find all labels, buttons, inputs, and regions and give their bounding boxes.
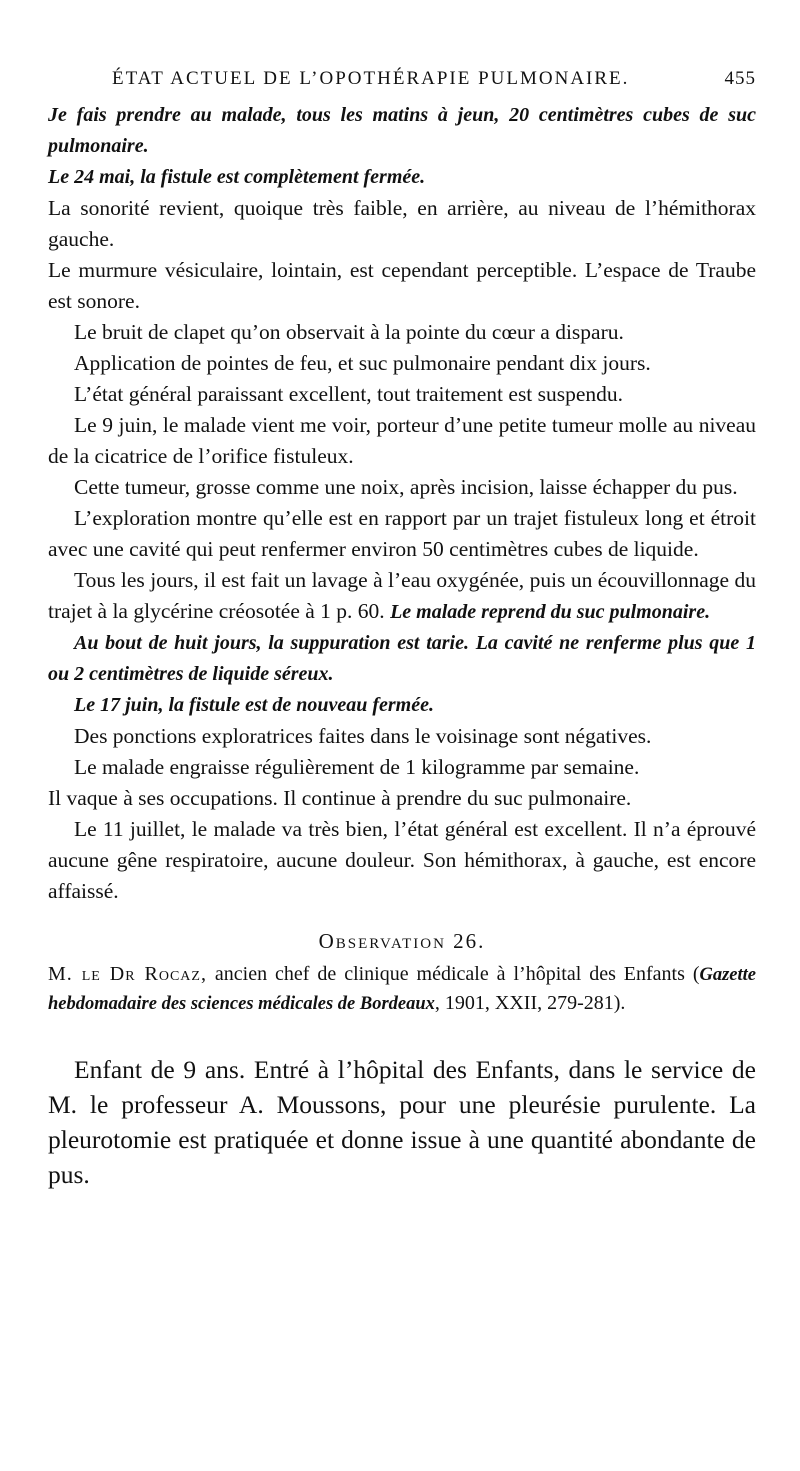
reference-author: M. le Dr Rocaz, [48,963,207,985]
body-text [48,100,756,907]
paragraph: Au bout de huit jours, la suppuration est tarie. La cavité ne renferme plus que 1 ou 2 centimètres de liquide séreux. [48,632,756,685]
case-paragraph: Enfant de 9 ans. Entré à l’hôpital des Enfants, dans le service de M. le professeur A. Moussons, pour une pleurésie purulente. La pleurotomie est pratiquée et donne issue à une quantité abondante de pus. [48,1055,756,1189]
paragraph: Il vaque à ses occupations. Il continue à prendre du suc pulmonaire. [48,786,632,810]
paragraph: Le murmure vésiculaire, lointain, est cependant perceptible. L’espace de Traube est sonore. [48,258,756,313]
paragraph [48,565,756,628]
paragraph: Le 17 juin, la fistule est de nouveau fermée. [74,694,434,716]
running-title: ÉTAT ACTUEL DE L’OPOTHÉRAPIE PULMONAIRE. [112,68,630,89]
paragraph: Le bruit de clapet qu’on observait à la pointe du cœur a disparu. [74,320,624,344]
observation-reference [48,960,756,1018]
paragraph: Le 24 mai, la fistule est complètement fermée. [48,166,426,188]
paragraph: Le malade engraisse régulièrement de 1 kilogramme par semaine. [74,755,640,779]
paragraph: Application de pointes de feu, et suc pulmonaire pendant dix jours. [74,351,651,375]
reference-journal: Gazette hebdomadaire des sciences médicales de Bordeaux [48,965,757,1014]
page-number: 455 [724,68,756,89]
paragraph: Le 9 juin, le malade vient me voir, porteur d’une petite tumeur molle au niveau de la cicatrice de l’orifice fistuleux. [48,413,756,468]
case-text [48,1052,756,1192]
reference-tail: , 1901, XXII, 279-281). [434,992,626,1014]
paragraph: L’exploration montre qu’elle est en rapport par un trajet fistuleux long et étroit avec une cavité qui peut renfermer environ 50 centimètres cubes de liquide. [48,506,756,561]
book-page [48,68,756,1192]
observation-heading: Observation 26. [318,929,486,953]
paragraph-text: Tous les jours, il est fait un lavage à l’eau oxygénée, puis un écouvillonnage du trajet à la glycérine créosotée à 1 p. 60. [48,568,756,623]
paragraph: L’état général paraissant excellent, tout traitement est suspendu. [74,382,624,406]
paragraph: Cette tumeur, grosse comme une noix, après incision, laisse échapper du pus. [74,475,738,499]
paragraph: Je fais prendre au malade, tous les matins à jeun, 20 centimètres cubes de suc pulmonaire. [48,104,756,157]
running-header [48,68,756,90]
reference-role: ancien chef de clinique médicale à l’hôpital des Enfants ( [206,963,700,985]
paragraph: Des ponctions exploratrices faites dans le voisinage sont négatives. [74,724,652,748]
paragraph-italic-text: Le malade reprend du suc pulmonaire. [390,601,711,623]
paragraph: Le 11 juillet, le malade va très bien, l’état général est excellent. Il n’a éprouvé aucune gêne respiratoire, aucune douleur. Son hémithorax, à gauche, est encore affaissé. [48,817,756,903]
paragraph: La sonorité revient, quoique très faible, en arrière, au niveau de l’hémithorax gauche. [48,196,756,251]
